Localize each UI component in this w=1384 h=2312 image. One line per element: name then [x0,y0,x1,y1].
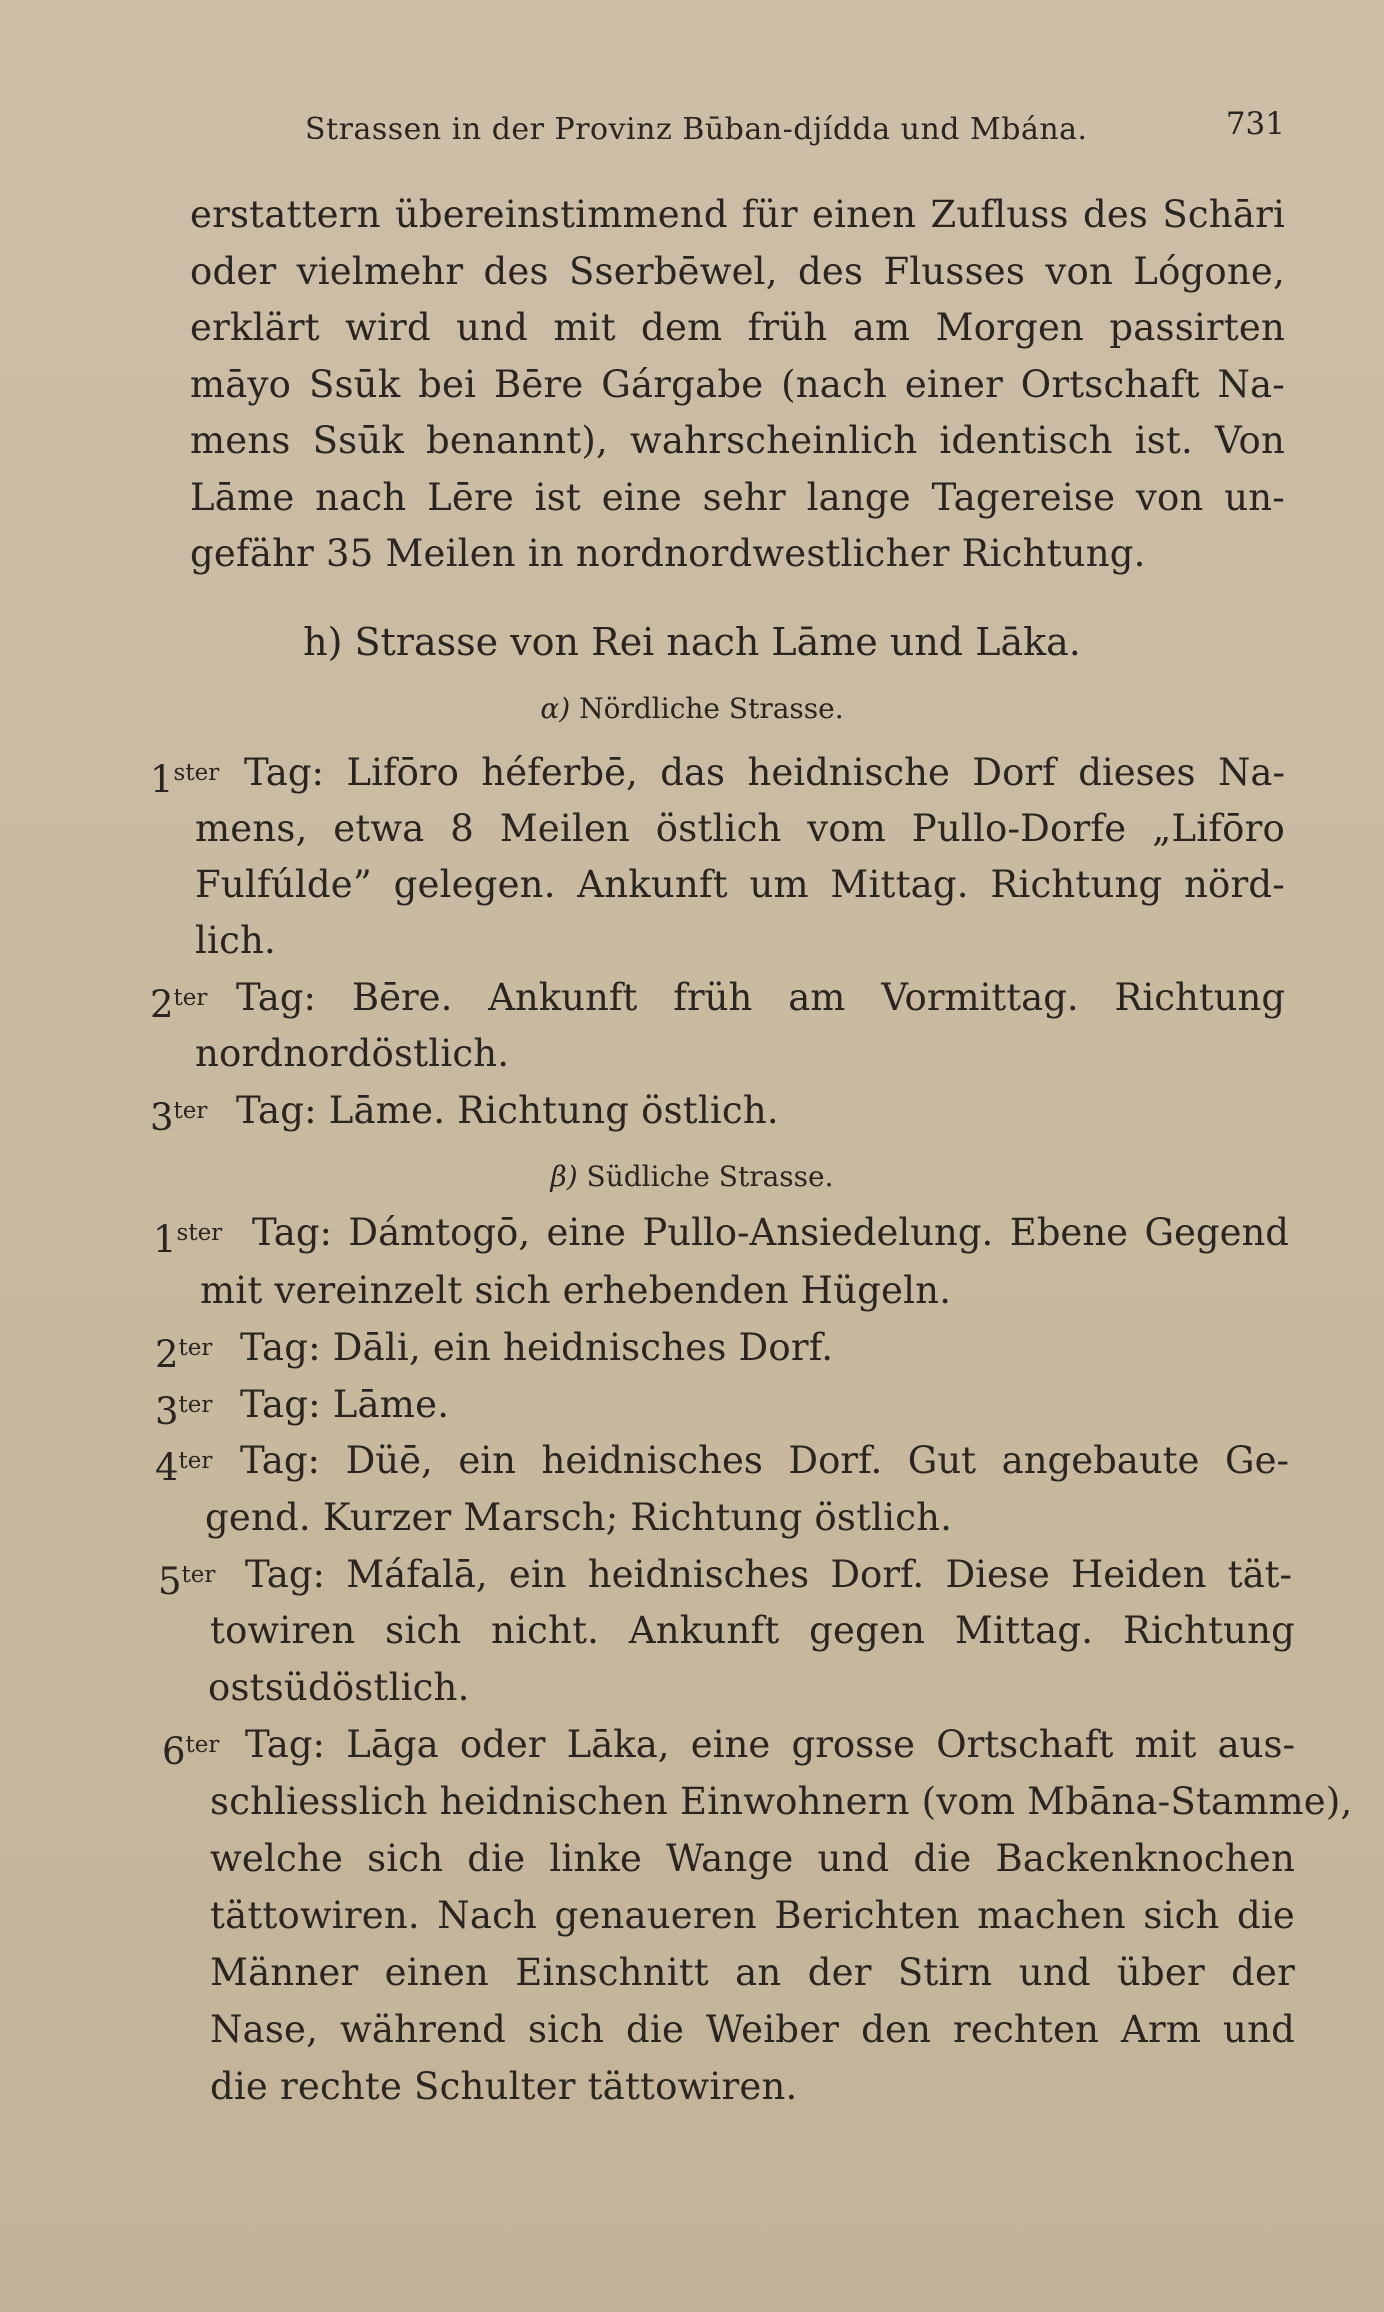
ordinal-number: 6 [162,1730,186,1773]
beta-day-1-text: Tag: Dámtogō, eine Pullo-Ansiedelung. Ebene Gegend [252,1211,1289,1254]
beta-day-4-ordinal [155,1438,212,1491]
ordinal-number: 4 [155,1446,179,1489]
intro-line-4: māyo Ssūk bei Bēre Gárgabe (nach einer Ortschaft Na- [190,363,1285,406]
beta-day-3-text: Tag: Lāme. [240,1383,450,1426]
beta-day-4-text: Tag: Düē, ein heidnisches Dorf. Gut angebaute Ge- [240,1439,1289,1482]
alpha-day-3-text: Tag: Lāme. Richtung östlich. [236,1089,779,1132]
beta-day-6-cont-2: welche sich die linke Wange und die Backenknochen [210,1837,1295,1880]
beta-day-5-text: Tag: Máfalā, ein heidnisches Dorf. Diese Heiden tät- [245,1553,1292,1596]
page-number: 731 [1225,106,1285,142]
intro-line-5: mens Ssūk benannt), wahrscheinlich identisch ist. Von [190,419,1285,462]
alpha-day-1-ordinal [150,750,219,803]
subheading-alpha-marker: α) [540,692,571,725]
alpha-day-2-cont-1: nordnordöstlich. [195,1032,510,1075]
subheading-beta [0,1160,1384,1193]
ordinal-number: 1 [150,758,174,801]
alpha-day-2-text: Tag: Bēre. Ankunft früh am Vormittag. Richtung [236,976,1285,1019]
ordinal-number: 2 [150,983,174,1026]
beta-day-2-ordinal [155,1325,212,1378]
ordinal-suffix: ter [181,1562,216,1588]
alpha-day-3-ordinal [150,1088,207,1141]
alpha-day-1-cont-1: mens, etwa 8 Meilen östlich vom Pullo-Dorfe „Lifōro [195,807,1285,850]
beta-day-6-cont-6: die rechte Schulter tättowiren. [210,2065,798,2108]
intro-line-2: oder vielmehr des Sserbēwel, des Flusses von Lógone, [190,250,1285,293]
ordinal-suffix: ter [178,1335,213,1361]
ordinal-suffix: ter [173,985,208,1011]
ordinal-suffix: ter [173,1098,208,1124]
beta-day-5-cont-1: towiren sich nicht. Ankunft gegen Mittag. Richtung [210,1609,1295,1652]
alpha-day-2-ordinal [150,975,207,1028]
subheading-alpha [0,692,1384,725]
beta-day-6-cont-4: Männer einen Einschnitt an der Stirn und über der [210,1951,1295,1994]
section-heading: h) Strasse von Rei nach Lāme und Lāka. [303,620,1081,664]
ordinal-number: 2 [155,1333,179,1376]
beta-day-6-cont-1: schliesslich heidnischen Einwohnern (vom Mbāna-Stamme), [210,1780,1353,1823]
intro-line-7: gefähr 35 Meilen in nordnordwestlicher Richtung. [190,532,1146,575]
beta-day-6-cont-3: tättowiren. Nach genaueren Berichten machen sich die [210,1894,1295,1937]
ordinal-suffix: ter [178,1448,213,1474]
subheading-beta-title: Südliche Strasse. [586,1160,834,1193]
ordinal-suffix: ter [185,1732,220,1758]
ordinal-number: 3 [150,1096,174,1139]
beta-day-6-cont-5: Nase, während sich die Weiber den rechten Arm und [210,2008,1295,2051]
ordinal-number: 1 [153,1218,177,1261]
subheading-alpha-title: Nördliche Strasse. [579,692,844,725]
beta-day-2-text: Tag: Dāli, ein heidnisches Dorf. [240,1326,834,1369]
ordinal-suffix: ter [178,1392,213,1418]
beta-day-4-cont-1: gend. Kurzer Marsch; Richtung östlich. [205,1496,953,1539]
alpha-day-1-text: Tag: Lifōro héferbē, das heidnische Dorf dieses Na- [244,751,1285,794]
alpha-day-1-cont-3: lich. [195,919,276,962]
beta-day-1-ordinal [153,1210,222,1263]
alpha-day-1-cont-2: Fulfúlde” gelegen. Ankunft um Mittag. Richtung nörd- [195,863,1285,906]
running-header [305,106,1285,152]
subheading-beta-marker: β) [550,1160,578,1193]
intro-line-1: erstattern übereinstimmend für einen Zufluss des Schāri [190,193,1285,236]
ordinal-suffix: ster [173,760,220,786]
beta-day-3-ordinal [155,1382,212,1435]
ordinal-number: 3 [155,1390,179,1433]
intro-line-6: Lāme nach Lēre ist eine sehr lange Tagereise von un- [190,476,1285,519]
beta-day-6-ordinal [162,1722,219,1775]
intro-line-3: erklärt wird und mit dem früh am Morgen passirten [190,306,1285,349]
ordinal-suffix: ster [176,1220,223,1246]
beta-day-1-cont-1: mit vereinzelt sich erhebenden Hügeln. [200,1269,952,1312]
beta-day-5-ordinal [158,1552,215,1605]
beta-day-6-text: Tag: Lāga oder Lāka, eine grosse Ortschaft mit aus- [245,1723,1295,1766]
running-title: Strassen in der Provinz Būban-djídda und Mbána. [305,112,1088,147]
ordinal-number: 5 [158,1560,182,1603]
beta-day-5-cont-2: ostsüdöstlich. [208,1666,470,1709]
